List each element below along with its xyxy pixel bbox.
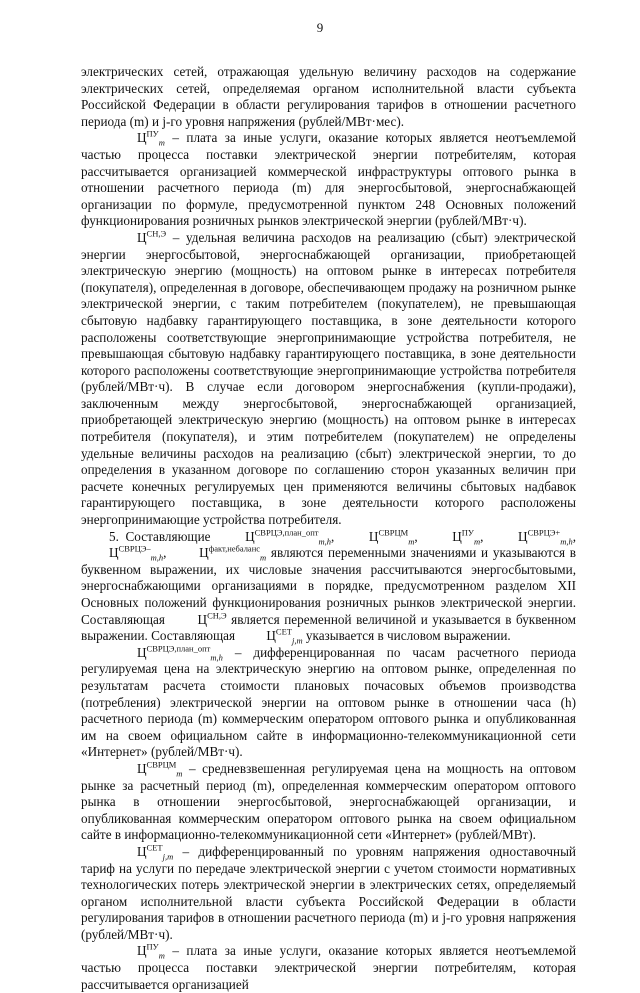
document-body bbox=[81, 64, 576, 993]
paragraph-text: – дифференцированная по часам расчетного периода регулируемая цена на электрическую энергию на оптовом рынке, определенная по результатам расчета стоимости плановых почасовых объемов производства (потребления) электрической энергии на оптовом рынке в отношении часа (h) расчетного периода (m) коммерческим оператором оптового рынка и опубликованная им на своем официальном сайте в информационно-телекоммуникационной сети «Интернет» (рублей/МВт·ч). bbox=[81, 644, 576, 760]
symbol-c-svrc-minus: $Ц^{СВРЦЭ-}_{m,h}$ bbox=[109, 543, 164, 563]
paragraph-text: – плата за иные услуги, оказание которых является неотъемлемой частью процесса поставки электрической энергии потребителям, которая рассчитывается организацией коммерческой инфраструктуры оптового рынка в отношении расчетного периода (m) для энергосбытовой, энергоснабжающей организации по формуле, предусмотренной пунктом 248 Основных положений функционирования розничных рынков электрической энергии (рублей/МВт·ч). bbox=[81, 130, 576, 229]
symbol-c-svrc-plan: $Ц^{СВРЦЭ,план\_опт}_{m,h}$ bbox=[245, 527, 331, 547]
symbol-c-pu: $Ц^{ПУ}_m$ bbox=[137, 128, 165, 149]
paragraph-svrc-plan-definition bbox=[81, 645, 576, 761]
paragraph-text: – удельная величина расходов на реализацию (сбыт) электрической энергии энергосбытовой, энергоснабжающей организации, приобретающей электрическую энергию (мощность) на оптовом рынке в интересах потребителя (покупателя), определенная в договоре, обеспечивающем продажу на розничном рынке электрической энергии, с таким потребителем (покупателем), не превышающая сбытовую надбавку гарантирующего поставщика, в зоне деятельности которого расположены соответствующие энергопринимающие устройства потребителя, не превышающая сбытовую надбавку гарантирующего поставщика, в зоне деятельности которого расположены соответствующие энергопринимающие устройства потребителя (рублей/МВт·ч). В случае если договором энергоснабжения (купли-продажи), заключенным между энергосбытовой, энергоснабжающей организацией, приобретающей электрическую энергию (мощность) на оптовом рынке в интересах потребителя (покупателя), и этим потребителем (покупателем) не определены удельные величины расходов на реализацию (сбыт) электрической энергии, то до определения в указанном договоре по соглашению сторон указанных величин при расчете конечных регулируемых цен применяются величины сбытовых надбавок гарантирующего поставщика, в зоне деятельности которого расположены энергопринимающие устройства потребителя. bbox=[81, 229, 576, 528]
paragraph-text: 5. Составляющие bbox=[109, 528, 218, 544]
paragraph-snz-definition bbox=[81, 230, 576, 529]
symbol-c-svrc-plan: $Ц^{СВРЦЭ,план\_опт}_{m,h}$ bbox=[137, 643, 223, 663]
paragraph-text: – средневзвешенная регулируемая цена на мощность на оптовом рынке за расчетный период (m), определенная коммерческим оператором оптового рынка в отношении энергосбытовой, энергоснабжающей организации, и опубликованная коммерческим оператором оптового рынка на своем официальном сайте в информационно-телекоммуникационной сети «Интернет» (рублей/МВт). bbox=[81, 760, 576, 843]
paragraph-text: указывается в числовом выражении. bbox=[302, 628, 511, 644]
page-number: 9 bbox=[316, 20, 324, 35]
paragraph-set-definition bbox=[81, 844, 576, 944]
paragraph-text: электрических сетей, отражающая удельную величину расходов на содержание электрических сетей, определяемая органом исполнительной власти субъекта Российской Федерации в области регулирования тарифов в отношении расчетного периода (m) и j-го уровня напряжения (рублей/МВт·мес). bbox=[81, 64, 576, 129]
paragraph-text: – плата за иные услуги, оказание которых является неотъемлемой частью процесса поставки электрической энергии потребителям, которая рассчитывается организацией bbox=[81, 943, 576, 992]
paragraph-svrcm-definition bbox=[81, 761, 576, 844]
paragraph-components: 5. Составляющие $Ц^{СВРЦЭ,план\_опт}_{m,h}$, $Ц^{СВРЦМ}_m$, $Ц^{ПУ}_m$, $Ц^{СВРЦЭ+}_{m,h}$, $Ц^{СВРЦЭ-}_{m,h}$, $Ц^{факт,небаланс}_m$ являются переменными значениями и указываются в буквенном выражении, их числовые значения рассчитываются энергосбытовыми, энергоснабжающими организациями в порядке, предусмотренном разделом XII Основных положений функционирования розничных рынков электрической энергии. Составляющая $Ц^{СН,Э}$ является переменной величиной и указывается в буквенном выражении. Составляющая $Ц^{СЕТ}_{j,m}$ указывается в числовом выражении. bbox=[81, 527, 576, 646]
paragraph-pu-definition bbox=[81, 130, 576, 230]
paragraph-text: является переменной величиной и указывается в буквенном выражении. Составляющая bbox=[81, 611, 576, 644]
paragraph-text: – дифференцированный по уровням напряжения одноставочный тариф на услуги по передаче электрической энергии с учетом стоимости нормативных технологических потерь электрической энергии в электрических сетях, определяемый органом исполнительной власти субъекта Российской Федерации в области регулирования тарифов в отношении расчетного периода (m) и j-го уровня напряжения (рублей/МВт·ч). bbox=[81, 843, 576, 942]
symbol-c-svrcm: $Ц^{СВРЦМ}_m$ bbox=[137, 759, 183, 779]
symbol-c-fakt: $Ц^{факт,небаланс}_m$ bbox=[199, 543, 267, 563]
symbol-c-set: $Ц^{СЕТ}_{j,m}$ bbox=[137, 842, 174, 862]
paragraph-network-cost bbox=[81, 64, 576, 130]
symbol-c-pu: $Ц^{ПУ}_m$ bbox=[452, 527, 481, 547]
symbol-c-pu: $Ц^{ПУ}_m$ bbox=[137, 942, 165, 962]
symbol-c-set: $Ц^{СЕТ}_{j,m}$ bbox=[266, 626, 303, 646]
symbol-c-snz: $Ц^{СН,Э}$ bbox=[137, 228, 167, 245]
symbol-c-svrcm: $Ц^{СВРЦМ}_m$ bbox=[368, 527, 415, 547]
symbol-c-snz: $Ц^{СН,Э}$ bbox=[197, 610, 227, 627]
paragraph-text: являются переменными значениями и указываются в буквенном выражении, их числовые значения рассчитываются энергосбытовыми, энергоснабжающими организациями в порядке, предусмотренном разделом XII Основных положений функционирования розничных рынков электрической энергии. Составляющая bbox=[81, 545, 576, 627]
symbol-c-svrc-plus: $Ц^{СВРЦЭ+}_{m,h}$ bbox=[518, 527, 573, 547]
paragraph-pu-definition-repeat bbox=[81, 943, 576, 993]
